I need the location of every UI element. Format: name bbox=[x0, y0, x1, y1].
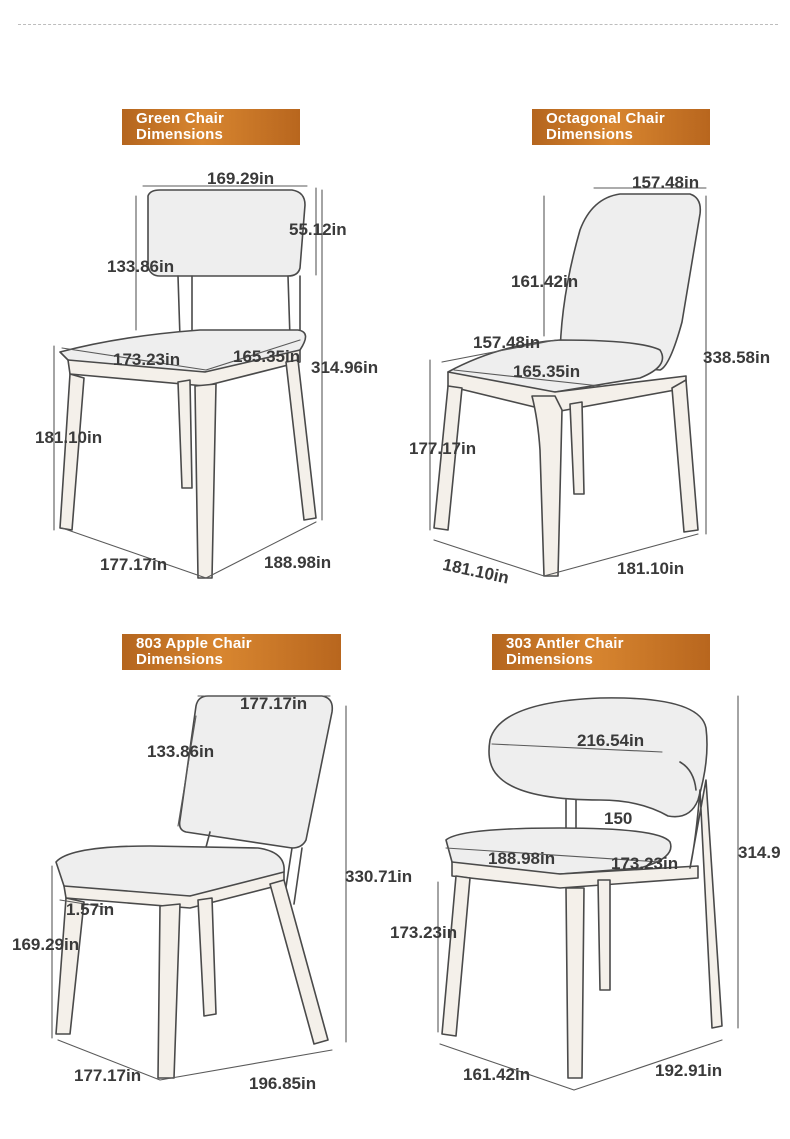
antler-chair-title bbox=[492, 634, 710, 670]
dimension-label: 133.86in bbox=[107, 257, 175, 276]
title-line-2: Dimensions bbox=[506, 651, 594, 668]
octagonal-chair-title bbox=[532, 109, 710, 145]
dimension-label: 150 bbox=[604, 809, 633, 828]
dimension-label: 157.48in bbox=[473, 333, 541, 352]
title-line-1: 303 Antler Chair bbox=[506, 635, 624, 652]
dimension-label: 1.57in bbox=[66, 900, 115, 919]
green-chair-sketch bbox=[54, 186, 322, 578]
green-chair-title bbox=[122, 109, 300, 145]
dimension-label: 161.42in bbox=[511, 272, 579, 291]
dimension-label: 181.10in bbox=[35, 428, 103, 447]
antler-chair-sketch bbox=[438, 696, 738, 1090]
dimension-label: 330.71in bbox=[345, 867, 413, 886]
dimension-label: 338.58in bbox=[703, 348, 771, 367]
dimension-label: 188.98in bbox=[264, 553, 332, 572]
title-line-2: Dimensions bbox=[136, 126, 224, 143]
dimension-label: 173.23in bbox=[611, 854, 679, 873]
dimension-label: 177.17in bbox=[240, 694, 308, 713]
dimension-label: 173.23in bbox=[390, 923, 458, 942]
title-line-1: Green Chair bbox=[136, 110, 225, 127]
dimension-label: 165.35in bbox=[233, 347, 301, 366]
dimension-label: 216.54in bbox=[577, 731, 645, 750]
dimension-label: 165.35in bbox=[513, 362, 581, 381]
dimension-label: 314.96in bbox=[311, 358, 379, 377]
dimension-label: 181.10in bbox=[441, 555, 511, 588]
title-line-1: 803 Apple Chair bbox=[136, 635, 252, 652]
dimension-label: 133.86in bbox=[147, 742, 215, 761]
dimension-label: 173.23in bbox=[113, 350, 181, 369]
dimension-label: 192.91in bbox=[655, 1061, 723, 1080]
title-line-2: Dimensions bbox=[546, 126, 634, 143]
title-line-2: Dimensions bbox=[136, 651, 224, 668]
dimension-label: 177.17in bbox=[409, 439, 477, 458]
dimension-label: 55.12in bbox=[289, 220, 347, 239]
dimension-label: 314.9 bbox=[738, 843, 781, 862]
octagonal-chair-sketch bbox=[430, 188, 706, 576]
dimension-label: 188.98in bbox=[488, 849, 556, 868]
title-line-1: Octagonal Chair bbox=[546, 110, 665, 127]
dimension-label: 169.29in bbox=[12, 935, 80, 954]
dimension-label: 157.48in bbox=[632, 173, 700, 192]
dimension-label: 169.29in bbox=[207, 169, 275, 188]
dimension-label: 181.10in bbox=[617, 559, 685, 578]
dimension-label: 177.17in bbox=[100, 555, 168, 574]
dimension-label: 161.42in bbox=[463, 1065, 531, 1084]
dimension-label: 177.17in bbox=[74, 1066, 142, 1085]
apple-chair-title bbox=[122, 634, 341, 670]
dimension-label: 196.85in bbox=[249, 1074, 317, 1093]
